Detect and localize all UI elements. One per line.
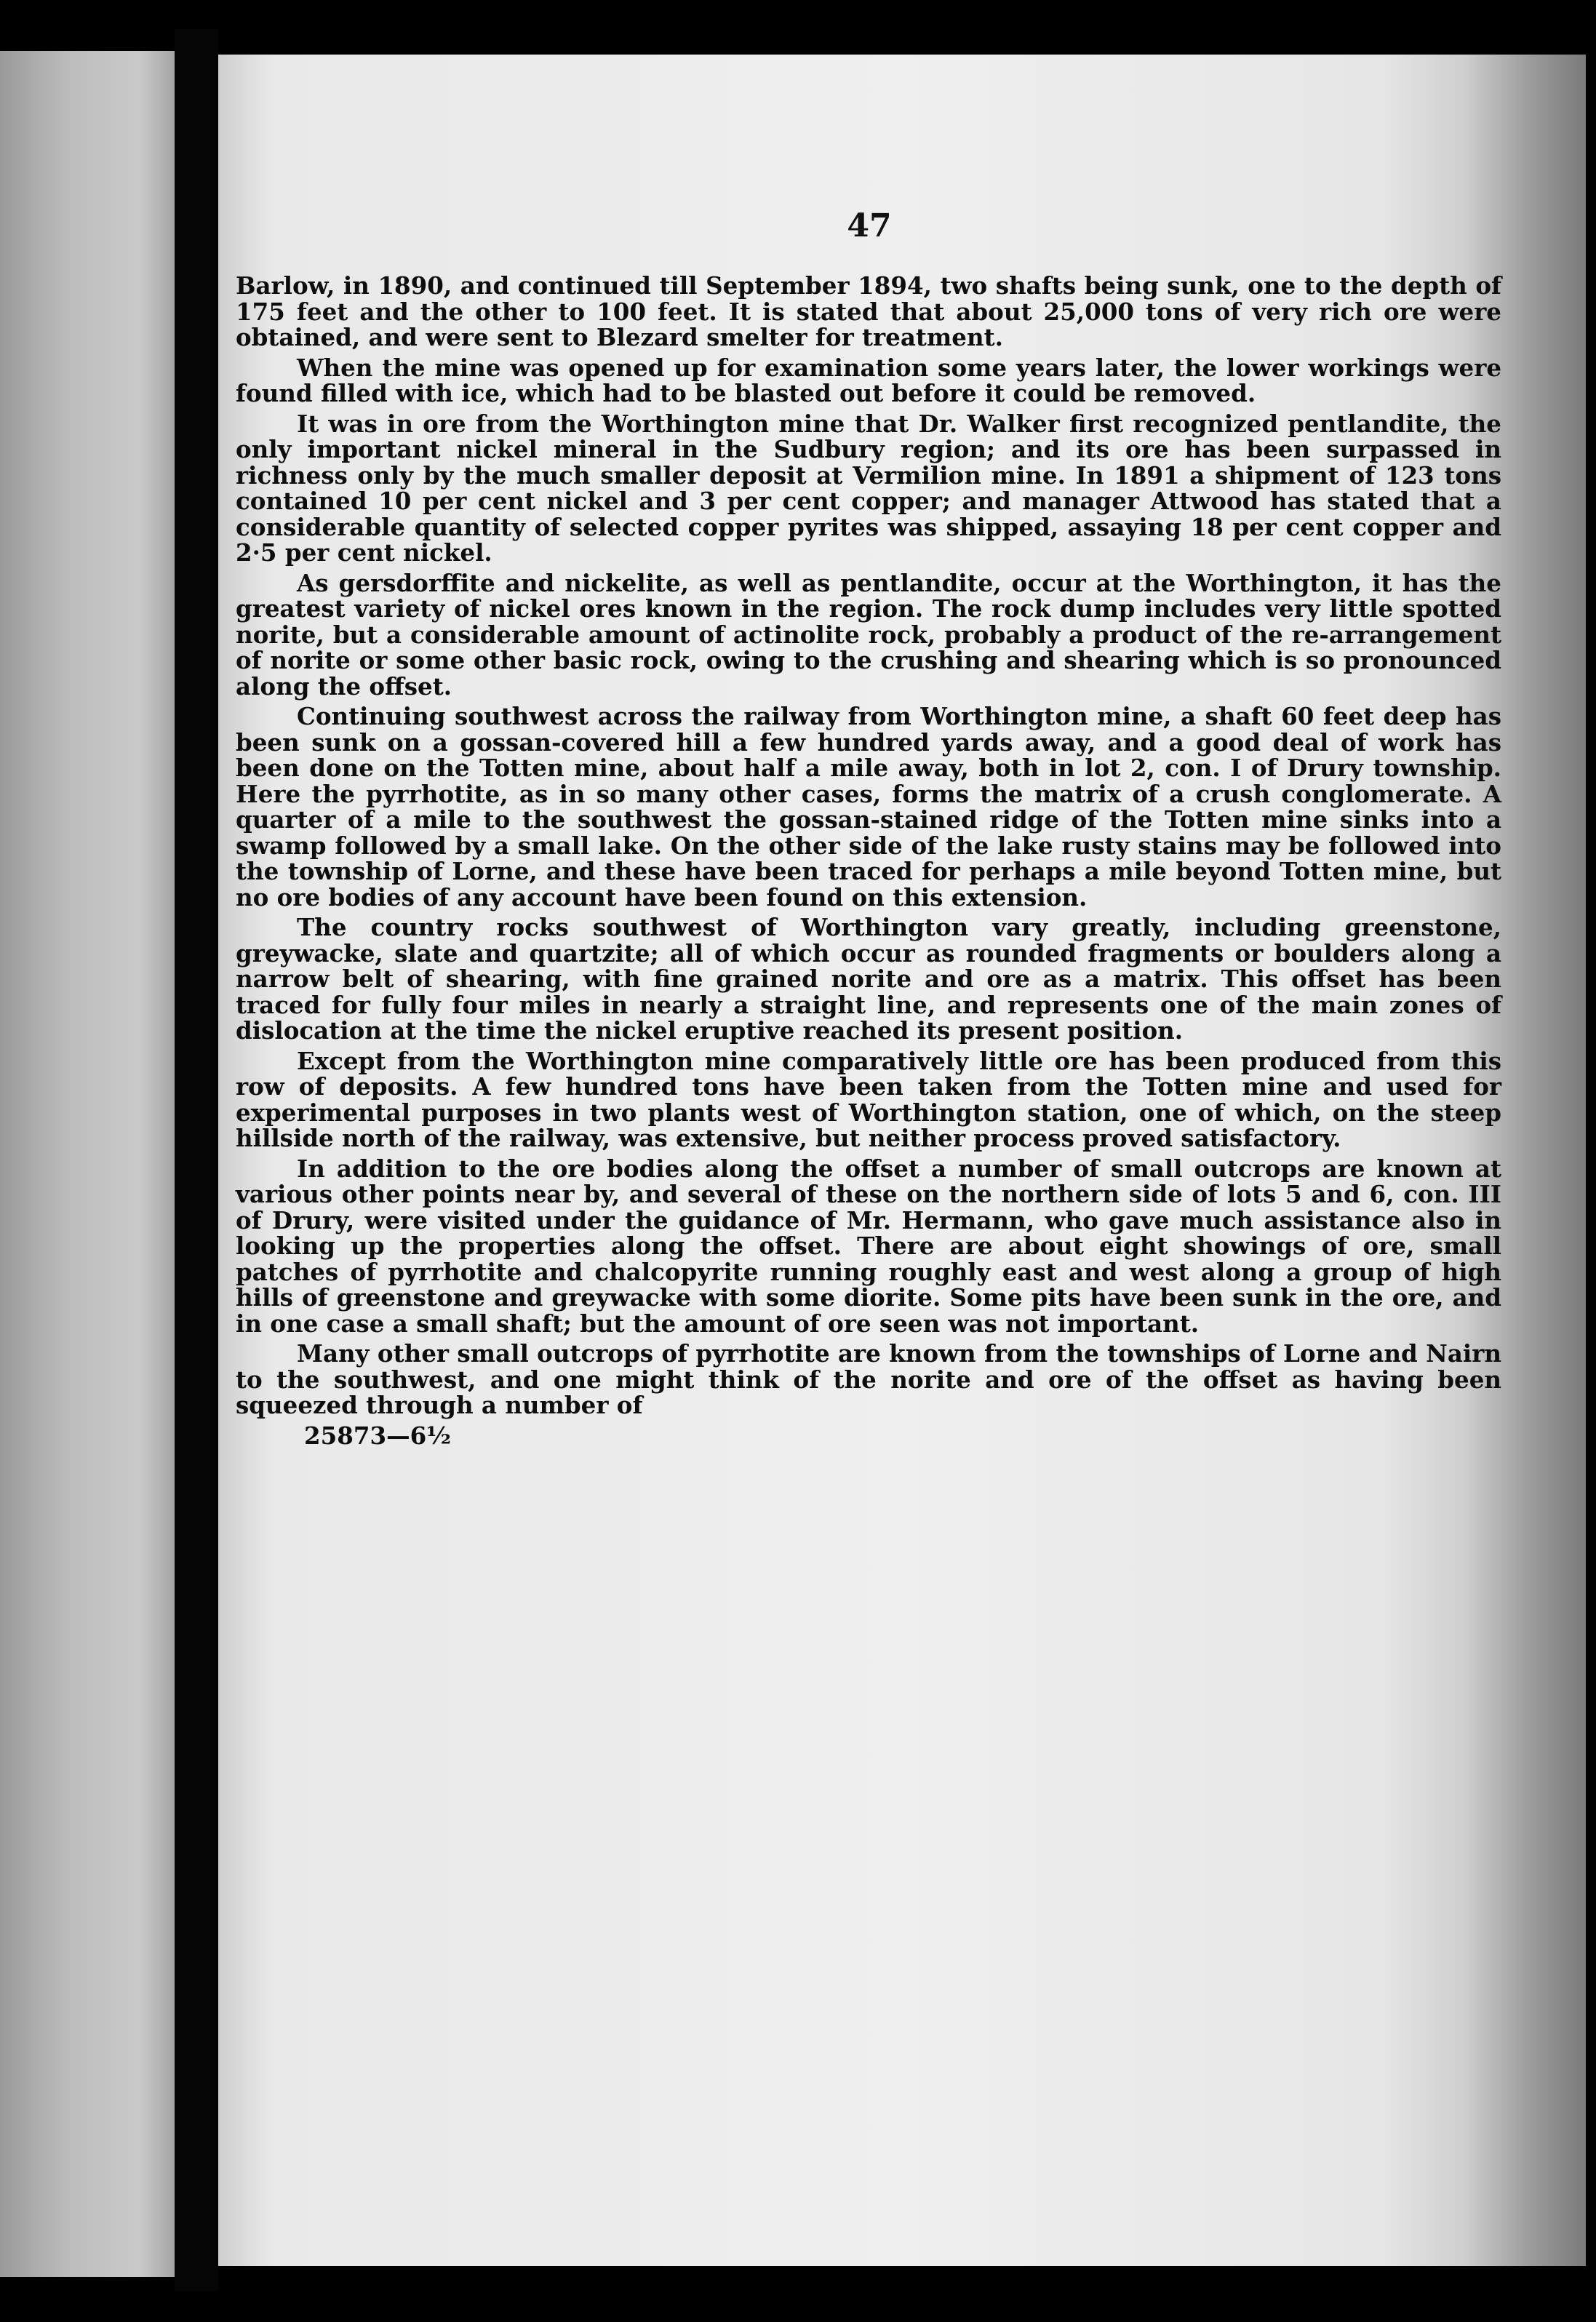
paragraph: Continuing southwest across the railway from Worthington mine, a shaft 60 feet deep has been sunk on a gossan-covered hill a few hundred yards away, and a good deal of work has been done on the Totten mine, about half a mile away, both in lot 2, con. I of Drury township. Here the pyrrhotite, as in so many other cases, forms the matrix of a crush conglomerate. A quarter of a mile to the southwest the gossan-stained ridge of the Totten mine sinks into a swamp followed by a small lake. On the other side of the lake rusty stains may be followed into the township of Lorne, and these have been traced for perhaps a mile beyond Totten mine, but no ore bodies of any account have been found on this extension. (236, 702, 1501, 911)
paragraph: Many other small outcrops of pyrrhotite are known from the townships of Lorne and Nairn to the southwest, and one might think of the norite and ore of the offset as having been squeezed through a number of (236, 1339, 1501, 1419)
facing-page-edge (0, 51, 175, 2277)
paragraph: As gersdorffite and nickelite, as well as pentlandite, occur at the Worthington, it has the greatest variety of nickel ores known in the region. The rock dump includes very little spotted norite, but a considerable amount of actinolite rock, probably a product of the re-arrangement of norite or some other basic rock, owing to the crushing and shearing which is so pronounced along the offset. (236, 568, 1501, 701)
paragraph: Barlow, in 1890, and continued till September 1894, two shafts being sunk, one to the depth of 175 feet and the other to 100 feet. It is stated that about 25,000 tons of very rich ore were obtained, and were sent to Blezard smelter for treatment. (236, 271, 1501, 351)
printer-signature-mark: 25873—6½ (304, 1421, 452, 1450)
page-number: 47 (847, 207, 892, 244)
paragraph: In addition to the ore bodies along the offset a number of small outcrops are known at various other points near by, and several of these on the northern side of lots 5 and 6, con. III of Drury, were visited under the guidance of Mr. Hermann, who gave much assistance also in looking up the properties along the offset. There are about eight showings of ore, small patches of pyrrhotite and chalcopyrite running roughly east and west along a group of high hills of greenstone and greywacke with some diorite. Some pits have been sunk in the ore, and in one case a small shaft; but the amount of ore seen was not important. (236, 1154, 1501, 1338)
document-page (218, 55, 1586, 2266)
body-text (236, 273, 1501, 1448)
paragraph: It was in ore from the Worthington mine that Dr. Walker first recognized pentlandite, the only important nickel mineral in the Sudbury region; and its ore has been surpassed in richness only by the much smaller deposit at Vermilion mine. In 1891 a shipment of 123 tons contained 10 per cent nickel and 3 per cent copper; and manager Attwood has stated that a considerable quantity of selected copper pyrites was shipped, assaying 18 per cent copper and 2·5 per cent nickel. (236, 409, 1501, 567)
paragraph: The country rocks southwest of Worthington vary greatly, including greenstone, greywacke, slate and quartzite; all of which occur as rounded fragments or boulders along a narrow belt of shearing, with fine grained norite and ore as a matrix. This offset has been traced for fully four miles in nearly a straight line, and represents one of the main zones of dislocation at the time the nickel eruptive reached its present position. (236, 913, 1501, 1045)
paragraph: When the mine was opened up for examination some years later, the lower workings were found filled with ice, which had to be blasted out before it could be removed. (236, 353, 1501, 407)
book-spine (175, 29, 218, 2291)
paragraph: Except from the Worthington mine comparatively little ore has been produced from this row of deposits. A few hundred tons have been taken from the Totten mine and used for experimental purposes in two plants west of Worthington station, one of which, on the steep hillside north of the railway, was extensive, but neither process proved satisfactory. (236, 1046, 1501, 1152)
